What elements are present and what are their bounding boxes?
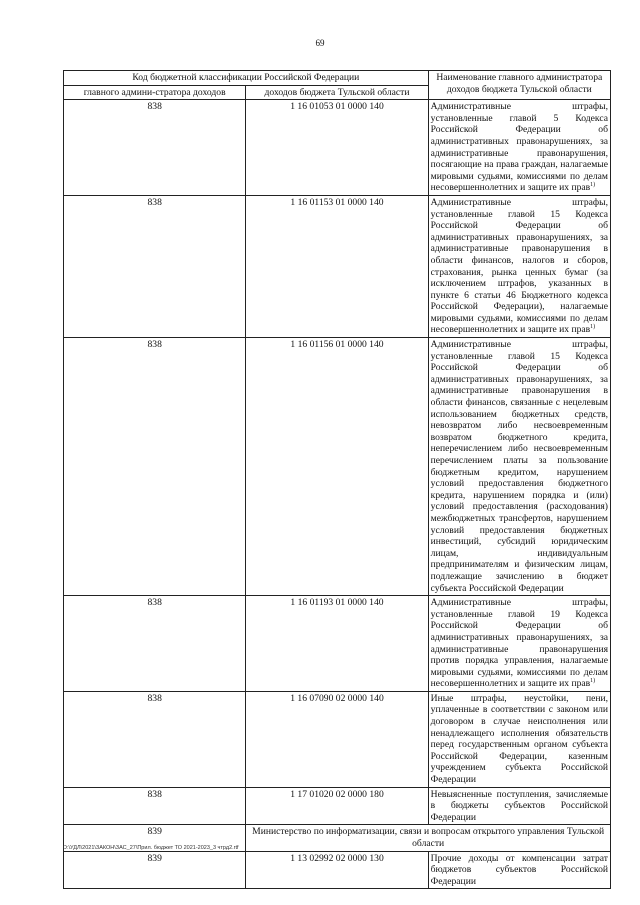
income-name-text: Административные штрафы, установленные главой 15 Кодекса Российской Федерации об административных правонарушениях, за административные правонарушения в области финансов, налогов и сборов, страхования, рынка ценных бумаг (за исключением штрафов, указанных в пункте 6 статьи 46 Бюджетного кодекса Российской Федерации), налагаемые мировыми судьями, комиссиями по делам несовершеннолетних и защите их прав: [430, 196, 608, 336]
income-name: [428, 691, 610, 787]
income-name-text: Административные штрафы, установленные главой 19 Кодекса Российской Федерации об административных правонарушениях, за административные правонарушения против порядка управления, налагаемые мировыми судьями, комиссиями по делам несовершеннолетних и защите их прав: [430, 597, 608, 690]
admin-code: 838: [64, 338, 246, 596]
income-name: [428, 100, 610, 196]
income-name-text: Административные штрафы, установленные главой 5 Кодекса Российской Федерации об административных правонарушениях, за административные правонарушения, посягающие на права граждан, налагаемые мировыми судьями, комиссиями по делам несовершеннолетних и защите их прав: [430, 101, 608, 194]
table-row: [64, 338, 611, 596]
admin-code: 838: [64, 195, 246, 337]
table-row: [64, 100, 611, 196]
income-code: 1 16 01193 01 0000 140: [246, 596, 428, 692]
income-name: [428, 195, 610, 337]
ministry-title: Министерство по информатизации, связи и вопросам открытого управления Тульской области: [246, 825, 611, 851]
admin-code: 838: [64, 100, 246, 196]
income-name: [428, 338, 610, 596]
budget-table: [63, 70, 611, 889]
income-name-text: Иные штрафы, неустойки, пени, уплаченные в соответствии с законом или договором в случае неисполнения или ненадлежащего исполнения обязательств перед государственным органом субъекта Российской Федерации, казенным учреждением субъекта Российской Федерации: [430, 692, 608, 786]
table-row: [64, 195, 611, 337]
income-name: [428, 596, 610, 692]
income-code: 1 13 02992 02 0000 130: [246, 851, 428, 889]
code-group-header: Код бюджетной классификации Российской Федерации: [64, 71, 429, 86]
income-code-header: доходов бюджета Тульской области: [246, 85, 428, 100]
footer-file-path: D:\УДЛ\2021\ЗАКОН\ЗАС_27\Прил. бюджет ТО 2021-2023_3 чтрд2.rtf: [63, 845, 239, 851]
footnote-mark: 1): [590, 324, 596, 331]
income-code: 1 16 07090 02 0000 140: [246, 691, 428, 787]
footnote-mark: 1): [590, 182, 596, 189]
income-name-text: Невыясненные поступления, зачисляемые в бюджеты субъектов Российской Федерации: [430, 788, 608, 823]
admin-code: 838: [64, 691, 246, 787]
header-row: [64, 71, 611, 86]
income-name-text: Административные штрафы, установленные главой 15 Кодекса Российской Федерации об административных правонарушениях, за административные правонарушения в области финансов, связанные с нецелевым использованием бюджетных средств, невозвратом либо несвоевременным возвратом бюджетного кредита, неперечислением либо несвоевременным перечислением платы за пользование бюджетным кредитом, нарушением условий предоставления бюджетного кредита, нарушением порядка и (или) условий предоставления (расходования) межбюджетных трансфертов, нарушением условий предоставления бюджетных инвестиций, субсидий юридическим лицам, индивидуальным предпринимателям и физическим лицам, подлежащие зачислению в бюджет субъекта Российской Федерации: [430, 339, 608, 594]
admin-code: 838: [64, 787, 246, 825]
income-code: 1 16 01153 01 0000 140: [246, 195, 428, 337]
page-number: 69: [315, 38, 325, 48]
name-column-header: Наименование главного администратора доходов бюджета Тульской области: [428, 71, 610, 100]
income-code: 1 17 01020 02 0000 180: [246, 787, 428, 825]
table-row: [64, 851, 611, 889]
footnote-mark: 1): [590, 678, 596, 685]
admin-code: 839: [64, 825, 246, 851]
admin-code: 839: [64, 851, 246, 889]
income-name: Прочие доходы от компенсации затрат бюджетов субъектов Российской Федерации: [428, 851, 610, 889]
income-name: [428, 787, 610, 825]
main-admin-header: главного админи-стратора доходов: [64, 85, 246, 100]
table-row: [64, 787, 611, 825]
admin-code: 838: [64, 596, 246, 692]
income-code: 1 16 01053 01 0000 140: [246, 100, 428, 196]
income-code: 1 16 01156 01 0000 140: [246, 338, 428, 596]
table-row: [64, 691, 611, 787]
table-row: [64, 596, 611, 692]
